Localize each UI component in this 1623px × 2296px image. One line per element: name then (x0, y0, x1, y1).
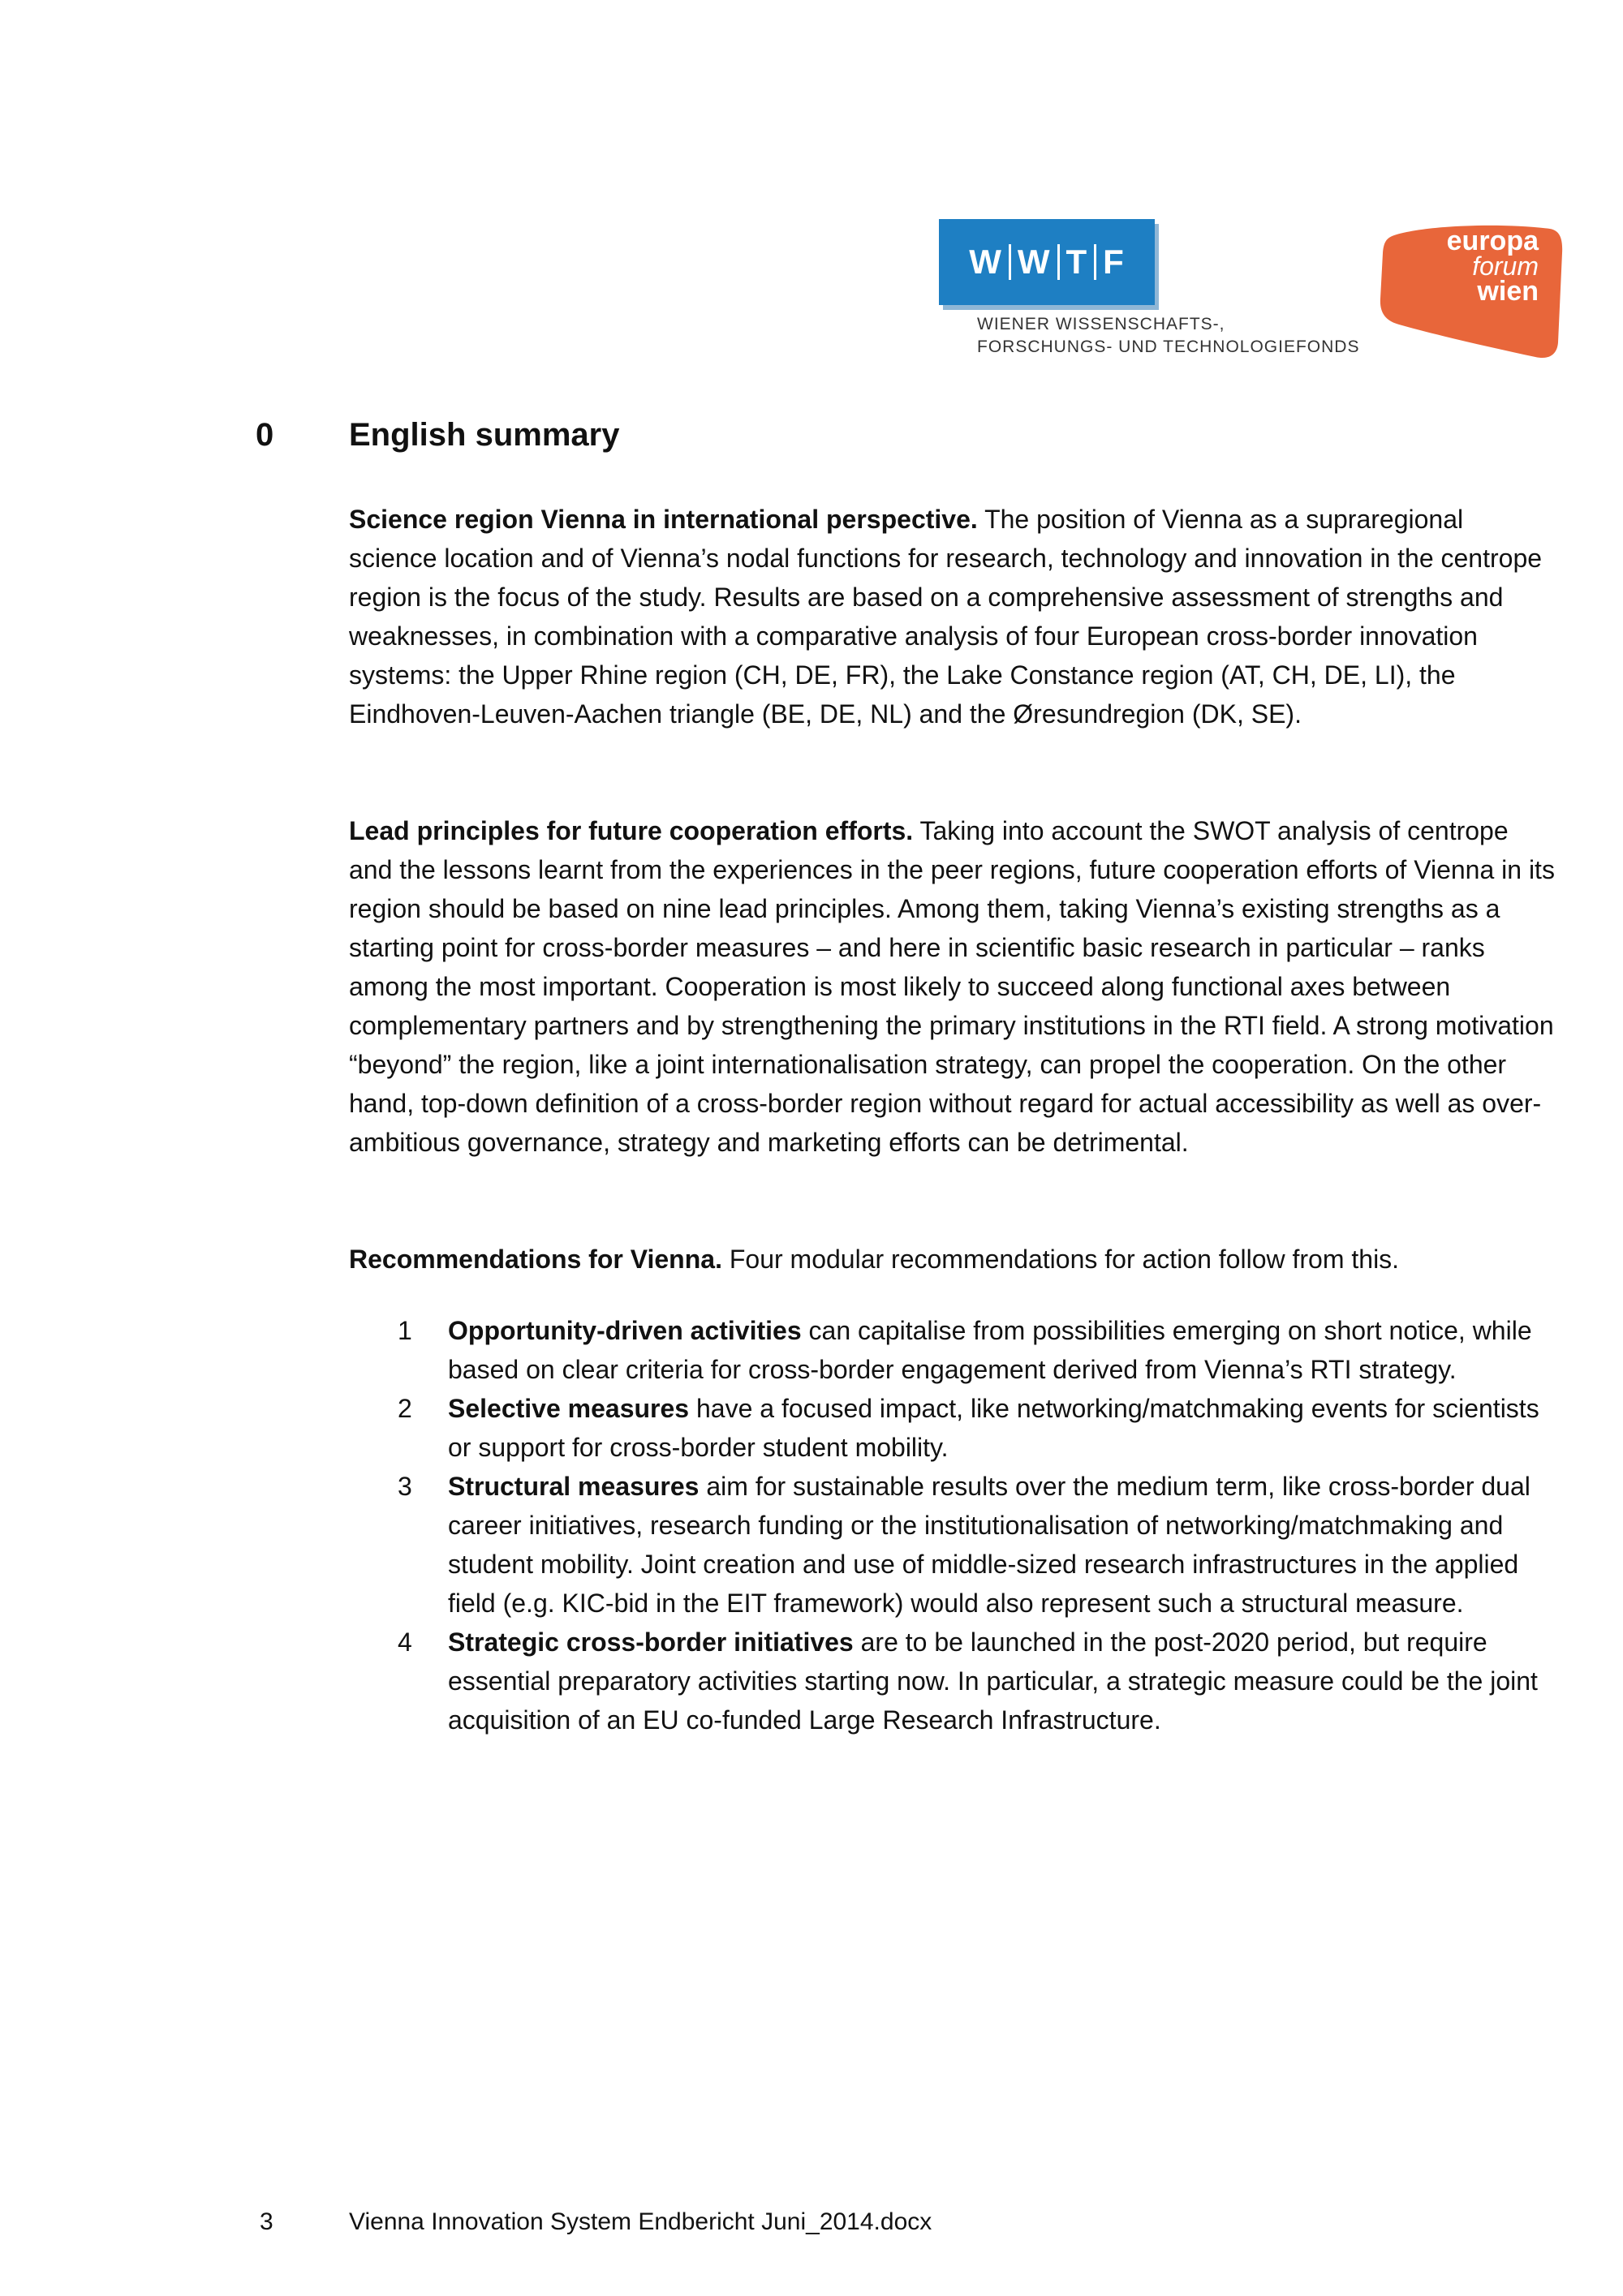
wwtf-letter: W (969, 243, 1002, 281)
list-item-text: have a focused impact, like networking/matchmaking events for scientists or support for cross-border student mobility. (448, 1394, 1539, 1462)
list-item (349, 1311, 1558, 1389)
paragraph-science-region (349, 500, 1558, 733)
wwtf-letter: W (1017, 243, 1051, 281)
recommendations-list (349, 1311, 1558, 1739)
list-item-lead: Selective measures (448, 1394, 690, 1423)
europa-forum-wien-logo (1376, 221, 1565, 362)
paragraph-lead: Recommendations for Vienna. (349, 1245, 722, 1274)
section-title: English summary (349, 417, 620, 453)
wwtf-name-line2: FORSCHUNGS- UND TECHNOLOGIEFONDS (977, 338, 1360, 356)
list-item-text: are to be launched in the post-2020 period, but require essential preparatory activities starting now. In particular, a strategic measure could be the joint acquisition of an EU co-funded Large Research Infrastructure. (448, 1627, 1538, 1735)
list-item (349, 1623, 1558, 1739)
paragraph-lead-principles (349, 811, 1558, 1162)
footer-filename: Vienna Innovation System Endbericht Juni_2014.docx (349, 2208, 932, 2235)
list-item-text: aim for sustainable results over the medium term, like cross-border dual career initiatives, research funding or the institutionalisation of networking/matchmaking and student mobility. Joint creation and use of middle-sized research infrastructures in the applied field (e.g. KIC-bid in the EIT framework) would also represent such a structural measure. (448, 1472, 1530, 1618)
wwtf-logo (939, 219, 1155, 305)
efw-line1: europa (1446, 226, 1539, 256)
efw-line3: wien (1477, 276, 1539, 307)
wwtf-letter: T (1065, 243, 1088, 281)
wwtf-name-line1: WIENER WISSENSCHAFTS-, (977, 315, 1225, 333)
paragraph-recommendations (349, 1240, 1558, 1279)
paragraph-text: The position of Vienna as a supraregional science location and of Vienna’s nodal functions for research, technology and innovation in the centrope region is the focus of the study. Results are based on a comprehensive assessment of strengths and weaknesses, in combination with a comparative analysis of four European cross-border innovation systems: the Upper Rhine region (CH, DE, FR), the Lake Constance region (AT, CH, DE, LI), the Eindhoven-Leuven-Aachen triangle (BE, DE, NL) and the Øresundregion (DK, SE). (349, 505, 1543, 729)
paragraph-text: Taking into account the SWOT analysis of centrope and the lessons learnt from the experiences in the peer regions, future cooperation efforts of Vienna in its region should be based on nine lead principles. Among them, taking Vienna’s existing strengths as a starting point for cross-border measures – and here in scientific basic research in particular – ranks among the most important. Cooperation is most likely to succeed along functional axes between complementary partners and by strengthening the primary institutions in the RTI field. A strong motivation “beyond” the region, like a joint internationalisation strategy, can propel the cooperation. On the other hand, top-down definition of a cross-border region without regard for actual accessibility as well as over-ambitious governance, strategy and marketing efforts can be detrimental. (349, 816, 1555, 1157)
paragraph-lead: Lead principles for future cooperation efforts. (349, 816, 914, 845)
list-item-lead: Structural measures (448, 1472, 700, 1501)
list-item-number: 4 (398, 1627, 412, 1657)
paragraph-text: Four modular recommendations for action follow from this. (721, 1245, 1400, 1274)
list-item-lead: Opportunity-driven activities (448, 1316, 802, 1345)
list-item (349, 1389, 1558, 1467)
paragraph-lead: Science region Vienna in international perspective. (349, 505, 978, 534)
wwtf-letter: F (1103, 243, 1125, 281)
list-item-number: 2 (398, 1394, 412, 1423)
footer-page-number: 3 (260, 2208, 273, 2235)
list-item-lead: Strategic cross-border initiatives (448, 1627, 854, 1657)
list-item (349, 1467, 1558, 1623)
section-number: 0 (256, 417, 274, 453)
list-item-number: 3 (398, 1472, 412, 1501)
list-item-number: 1 (398, 1316, 412, 1345)
list-item-text: can capitalise from possibilities emerging on short notice, while based on clear criteria for cross-border engagement derived from Vienna’s RTI strategy. (448, 1316, 1532, 1384)
wwtf-logo-letters (939, 219, 1155, 305)
efw-line2: forum (1472, 252, 1539, 281)
